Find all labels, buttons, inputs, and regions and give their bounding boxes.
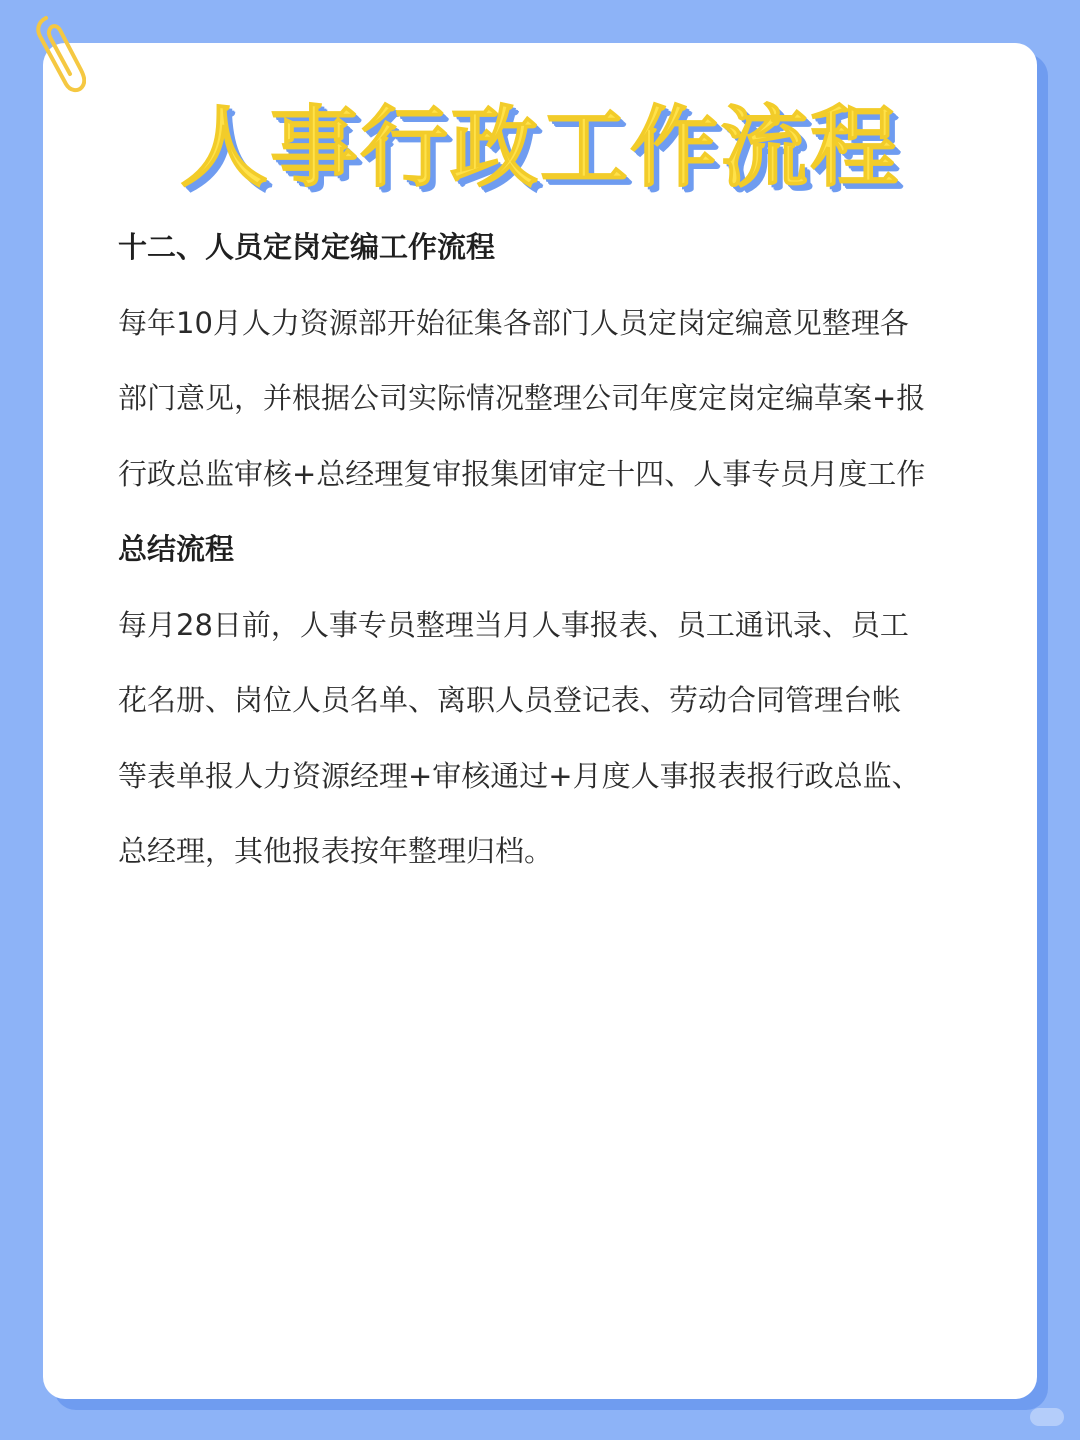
article-body: [118, 210, 968, 890]
paragraph-line: 每月28日前，人事专员整理当月人事报表、员工通讯录、员工: [118, 607, 909, 642]
section-heading-continued: 总结流程: [118, 532, 235, 566]
page-title: 人事行政工作流程: [179, 96, 900, 199]
watermark-badge: [1030, 1408, 1064, 1426]
paragraph-line: 花名册、岗位人员名单、离职人员登记表、劳动合同管理台帐: [118, 683, 902, 717]
paragraph-line: 总经理，其他报表按年整理归档。: [118, 834, 554, 868]
section-heading: 十二、人员定岗定编工作流程: [118, 230, 496, 264]
paragraph-line: 行政总监审核+总经理复审报集团审定十四、人事专员月度工作: [118, 456, 926, 491]
paragraph-line: 等表单报人力资源经理+审核通过+月度人事报表报行政总监、: [118, 758, 921, 793]
paragraph-line: 部门意见，并根据公司实际情况整理公司年度定岗定编草案+报: [118, 381, 926, 415]
paragraph-line: 每年10月人力资源部开始征集各部门人员定岗定编意见整理各: [118, 305, 909, 340]
